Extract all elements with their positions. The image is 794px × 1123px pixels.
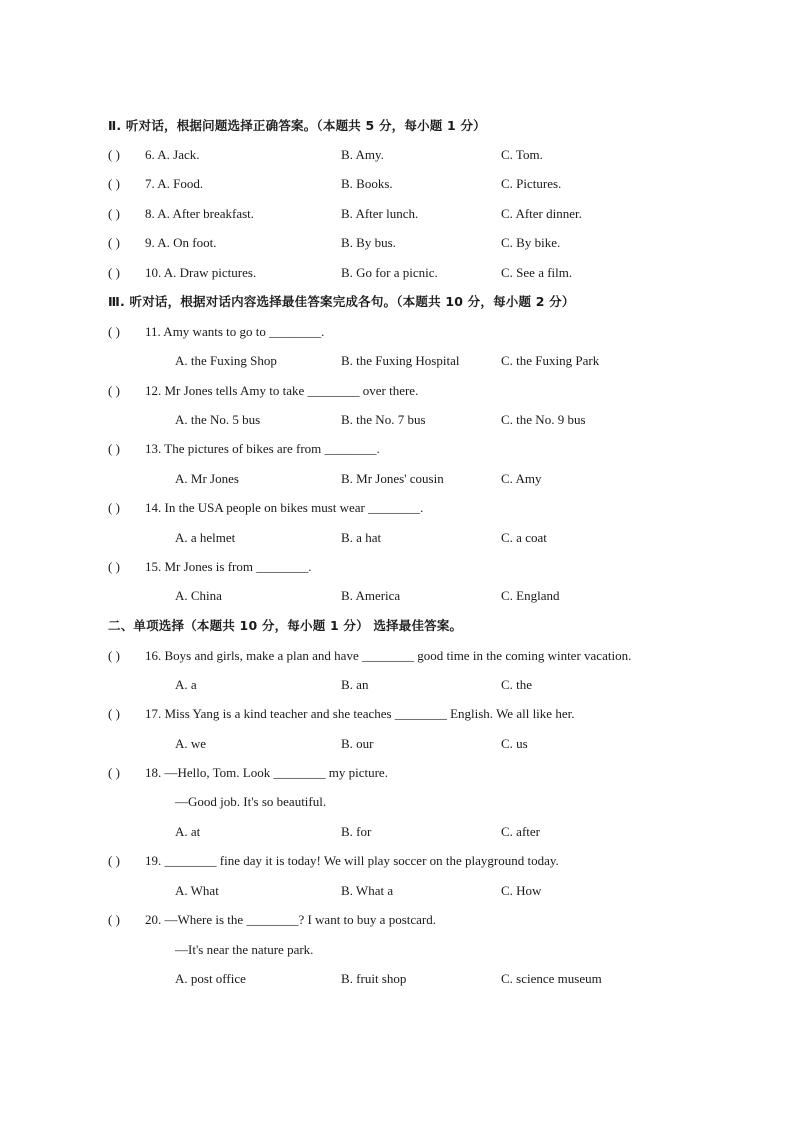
option-c: C. Tom. xyxy=(501,147,543,162)
question-18-reply xyxy=(0,791,794,813)
option-a: A. the Fuxing Shop xyxy=(175,353,277,368)
answer-blank[interactable]: ( ) xyxy=(108,648,120,663)
question-15-options xyxy=(0,585,794,607)
option-c: C. See a film. xyxy=(501,265,573,280)
answer-blank[interactable]: ( ) xyxy=(108,235,120,250)
question-13-options xyxy=(0,468,794,490)
question-9 xyxy=(0,232,794,254)
question-10 xyxy=(0,262,794,284)
question-stem: 14. In the USA people on bikes must wear ________. xyxy=(145,500,424,515)
answer-blank[interactable]: ( ) xyxy=(108,147,120,162)
answer-blank[interactable]: ( ) xyxy=(108,441,120,456)
question-stem: 13. The pictures of bikes are from ________. xyxy=(145,441,380,456)
option-a: 6. A. Jack. xyxy=(145,147,200,162)
option-c: C. the Fuxing Park xyxy=(501,353,600,368)
question-stem: 19. ________ fine day it is today! We will play soccer on the playground today. xyxy=(145,853,559,868)
question-stem: 20. —Where is the ________? I want to buy a postcard. xyxy=(145,912,436,927)
question-13 xyxy=(0,438,794,460)
option-a: 10. A. Draw pictures. xyxy=(145,265,257,280)
option-c: C. after xyxy=(501,824,540,839)
option-c: C. the No. 9 bus xyxy=(501,412,586,427)
question-18-options xyxy=(0,821,794,843)
answer-blank[interactable]: ( ) xyxy=(108,383,120,398)
option-b: B. By bus. xyxy=(341,235,396,250)
question-stem: 17. Miss Yang is a kind teacher and she teaches ________ English. We all like her. xyxy=(145,706,575,721)
option-b: B. for xyxy=(341,824,372,839)
option-b: B. our xyxy=(341,736,374,751)
option-c: C. England xyxy=(501,588,560,603)
option-c: C. After dinner. xyxy=(501,206,582,221)
option-b: B. After lunch. xyxy=(341,206,419,221)
option-b: B. an xyxy=(341,677,369,692)
option-b: B. a hat xyxy=(341,530,382,545)
question-11-options xyxy=(0,350,794,372)
question-stem: 11. Amy wants to go to ________. xyxy=(145,324,325,339)
question-14 xyxy=(0,497,794,519)
question-20-options xyxy=(0,968,794,990)
question-16 xyxy=(0,645,794,667)
question-stem: 18. —Hello, Tom. Look ________ my picture. xyxy=(145,765,388,780)
option-c: C. Amy xyxy=(501,471,542,486)
answer-blank[interactable]: ( ) xyxy=(108,765,120,780)
option-c: C. By bike. xyxy=(501,235,561,250)
answer-blank[interactable]: ( ) xyxy=(108,265,120,280)
option-a: A. we xyxy=(175,736,207,751)
question-20 xyxy=(0,909,794,931)
option-a: 8. A. After breakfast. xyxy=(145,206,255,221)
answer-blank[interactable]: ( ) xyxy=(108,500,120,515)
option-b: B. the No. 7 bus xyxy=(341,412,426,427)
answer-blank[interactable]: ( ) xyxy=(108,559,120,574)
answer-blank[interactable]: ( ) xyxy=(108,853,120,868)
option-b: B. Mr Jones' cousin xyxy=(341,471,444,486)
option-a: A. What xyxy=(175,883,219,898)
question-16-options xyxy=(0,674,794,696)
question-stem: 15. Mr Jones is from ________. xyxy=(145,559,312,574)
question-11 xyxy=(0,321,794,343)
section-3-heading: Ⅲ. 听对话，根据对话内容选择最佳答案完成各句。（本题共 10 分，每小题 2 分） xyxy=(108,294,575,309)
question-17-options xyxy=(0,733,794,755)
option-b: B. Go for a picnic. xyxy=(341,265,438,280)
answer-blank[interactable]: ( ) xyxy=(108,176,120,191)
option-a: A. China xyxy=(175,588,222,603)
question-6 xyxy=(0,144,794,166)
part-2-heading: 二、单项选择（本题共 10 分，每小题 1 分） 选择最佳答案。 xyxy=(108,618,463,633)
question-19 xyxy=(0,850,794,872)
answer-blank[interactable]: ( ) xyxy=(108,706,120,721)
question-20-reply xyxy=(0,939,794,961)
option-c: C. a coat xyxy=(501,530,547,545)
section-2-heading: Ⅱ. 听对话，根据问题选择正确答案。（本题共 5 分，每小题 1 分） xyxy=(108,118,486,133)
option-c: C. science museum xyxy=(501,971,602,986)
dialogue-reply: —Good job. It's so beautiful. xyxy=(175,794,327,809)
part-2-heading-row xyxy=(0,615,794,637)
option-b: B. fruit shop xyxy=(341,971,407,986)
question-14-options xyxy=(0,527,794,549)
dialogue-reply: —It's near the nature park. xyxy=(175,942,314,957)
option-b: B. Books. xyxy=(341,176,393,191)
option-b: B. Amy. xyxy=(341,147,384,162)
option-a: A. post office xyxy=(175,971,246,986)
option-c: C. the xyxy=(501,677,533,692)
answer-blank[interactable]: ( ) xyxy=(108,206,120,221)
option-b: B. What a xyxy=(341,883,394,898)
section-3-heading-row xyxy=(0,291,794,313)
option-c: C. us xyxy=(501,736,528,751)
question-12-options xyxy=(0,409,794,431)
question-19-options xyxy=(0,880,794,902)
option-a: A. Mr Jones xyxy=(175,471,239,486)
question-8 xyxy=(0,203,794,225)
option-a: A. a helmet xyxy=(175,530,236,545)
question-18 xyxy=(0,762,794,784)
question-7 xyxy=(0,173,794,195)
option-b: B. the Fuxing Hospital xyxy=(341,353,460,368)
answer-blank[interactable]: ( ) xyxy=(108,324,120,339)
option-a: A. a xyxy=(175,677,197,692)
question-17 xyxy=(0,703,794,725)
question-15 xyxy=(0,556,794,578)
option-c: C. How xyxy=(501,883,542,898)
option-a: 9. A. On foot. xyxy=(145,235,217,250)
option-a: A. at xyxy=(175,824,201,839)
question-12 xyxy=(0,380,794,402)
option-a: 7. A. Food. xyxy=(145,176,204,191)
question-stem: 16. Boys and girls, make a plan and have ________ good time in the coming winter vacation. xyxy=(145,648,632,663)
answer-blank[interactable]: ( ) xyxy=(108,912,120,927)
option-c: C. Pictures. xyxy=(501,176,562,191)
section-2-heading-row xyxy=(0,115,794,137)
question-stem: 12. Mr Jones tells Amy to take ________ over there. xyxy=(145,383,419,398)
option-b: B. America xyxy=(341,588,401,603)
option-a: A. the No. 5 bus xyxy=(175,412,261,427)
